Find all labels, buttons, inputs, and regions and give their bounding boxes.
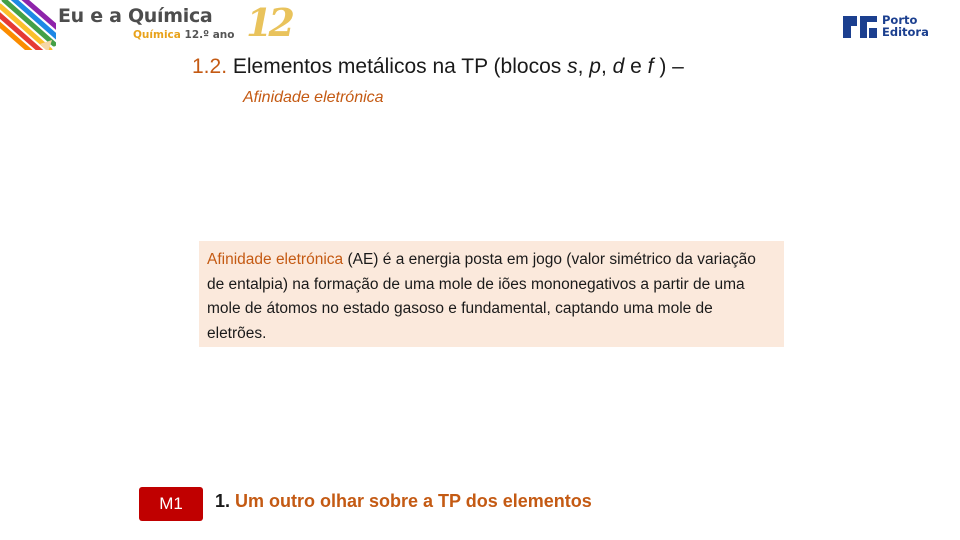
title-sep2: , bbox=[600, 55, 613, 78]
publisher-line1: Porto bbox=[882, 13, 918, 27]
brand-logo bbox=[0, 0, 300, 50]
slide-subtitle: Afinidade eletrónica bbox=[243, 89, 384, 106]
publisher-logo bbox=[843, 14, 938, 42]
section-title bbox=[215, 491, 592, 512]
slide-title bbox=[192, 55, 684, 79]
module-badge: M1 bbox=[139, 487, 203, 521]
title-and: e bbox=[624, 55, 648, 78]
title-block-s: s bbox=[567, 55, 578, 78]
title-block-d: d bbox=[612, 55, 625, 78]
definition-box bbox=[199, 241, 784, 347]
brand-year: 12.º ano bbox=[184, 29, 235, 41]
definition-term: Afinidade eletrónica bbox=[207, 251, 344, 268]
publisher-name bbox=[882, 14, 929, 38]
publisher-line2: Editora bbox=[882, 25, 929, 39]
title-part1: Elementos metálicos na TP (blocos bbox=[232, 55, 568, 78]
brand-course: Química bbox=[133, 29, 181, 41]
section-name: Um outro olhar sobre a TP dos elementos bbox=[230, 491, 592, 511]
title-number: 1.2. bbox=[192, 55, 228, 78]
title-end: ) – bbox=[653, 55, 684, 78]
porto-editora-logo-icon bbox=[843, 16, 877, 38]
colored-pencils-icon bbox=[0, 0, 56, 50]
brand-title: Eu e a Química bbox=[58, 5, 213, 27]
section-number: 1. bbox=[215, 491, 231, 511]
definition-text: (AE) é a energia posta em jogo (valor simétrico da variação de entalpia) na formação de uma mole de iões mononegativos a partir de uma mole de átomos no estado gasoso e fundamental, captando uma mole de eletrões. bbox=[207, 251, 756, 342]
title-sep1: , bbox=[577, 55, 590, 78]
title-block-p: p bbox=[589, 55, 601, 78]
brand-subtitle bbox=[133, 29, 234, 41]
title-block-f: f bbox=[647, 55, 654, 78]
brand-number: 12 bbox=[246, 0, 291, 45]
